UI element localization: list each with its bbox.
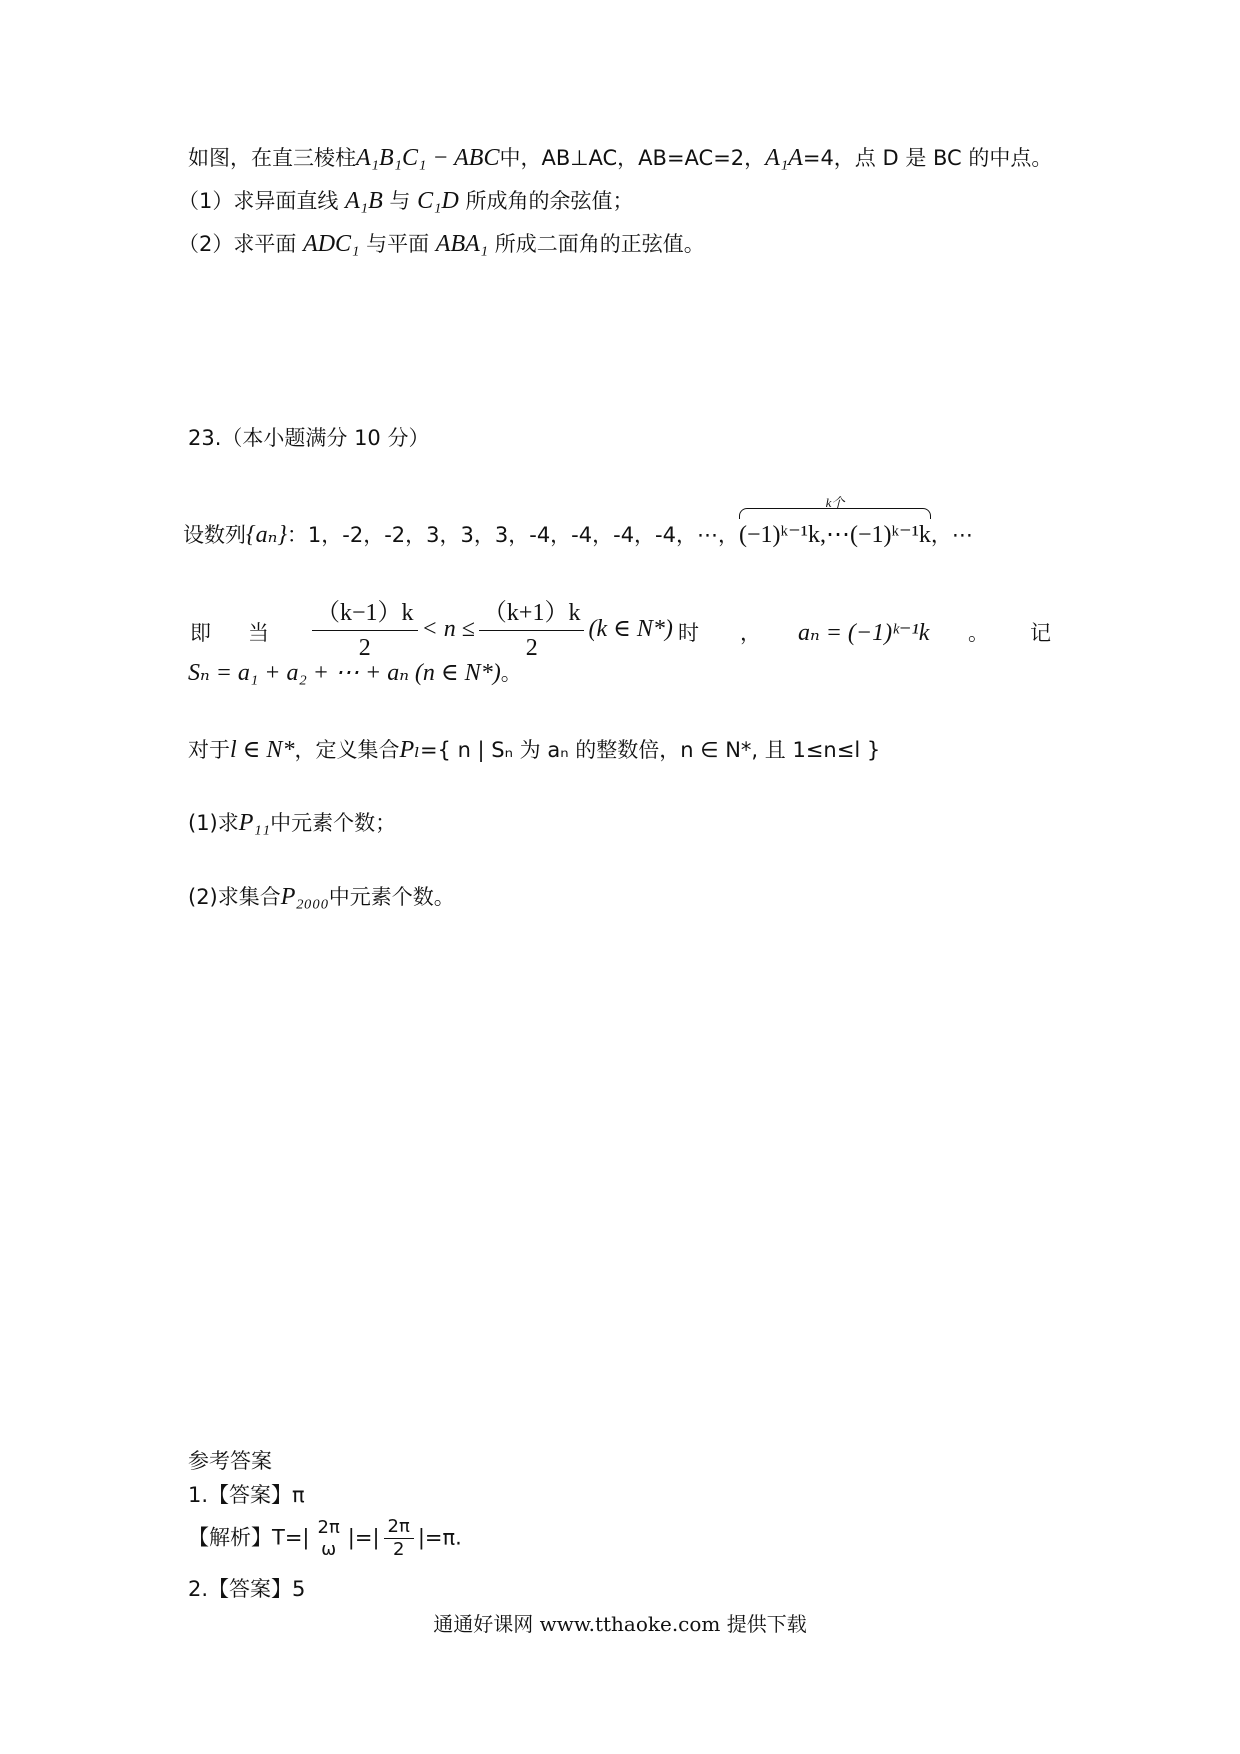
k-terms-brace: k个 (−1)ᵏ⁻¹k,⋯(−1)ᵏ⁻¹k — [739, 495, 931, 548]
prism-name: A₁B₁C₁ − ABC — [356, 145, 500, 171]
answer-1: 1.【答案】π — [188, 1483, 305, 1507]
answer-1-explanation: 【解析】T=| 2π ω |=| $\frac{2\pi}{2}$ |=π. — [188, 1516, 462, 1560]
problem22-statement: 如图，在直三棱柱A₁B₁C₁ − ABC中，AB⊥AC，AB=AC=2，A₁A=4，点 D 是 BC 的中点。 — [188, 145, 1053, 171]
set-definition: 对于l ∈ N*，定义集合Pₗ={ n | Sₙ 为 aₙ 的整数倍，n ∈ N*, 且 1≤n≤l } — [188, 737, 881, 763]
problem23-question-2: (2)求集合P₂₀₀₀中元素个数。 — [188, 884, 455, 910]
problem23-question-1: (1)求P₁₁中元素个数； — [188, 810, 397, 836]
problem22-question-1: （1）求异面直线 A₁B 与 C₁D 所成角的余弦值； — [178, 188, 634, 214]
overbrace — [739, 508, 931, 519]
sn-definition: Sₙ = a₁ + a₂ + ⋯ + aₙ (n ∈ N*)。 — [188, 660, 522, 686]
edge-a1a: A₁A — [765, 145, 803, 171]
answer-2: 2.【答案】5 — [188, 1577, 306, 1601]
answers-heading: 参考答案 — [188, 1449, 272, 1473]
problem22-question-2: （2）求平面 ADC₁ 与平面 ABA₁ 所成二面角的正弦值。 — [178, 231, 705, 257]
sequence-name: {aₙ} — [246, 522, 287, 548]
an-formula: aₙ = (−1)ᵏ⁻¹k — [798, 620, 930, 646]
footer-credit: 通通好课网 www.tthaoke.com 提供下载 — [433, 1612, 807, 1636]
problem23-heading: 23.（本小题满分 10 分） — [188, 426, 430, 450]
range-inequality: $\frac{(k-1)k}{2}$ < n ≤ $\frac{(k+1)k}{2}$ (k ∈ N*) — [308, 598, 673, 663]
sequence-definition: 设数列{aₙ}：1，-2，-2，3，3，3，-4，-4，-4，-4，⋯， k个 (−1)ᵏ⁻¹k,⋯(−1)ᵏ⁻¹k，⋯ — [183, 495, 973, 548]
